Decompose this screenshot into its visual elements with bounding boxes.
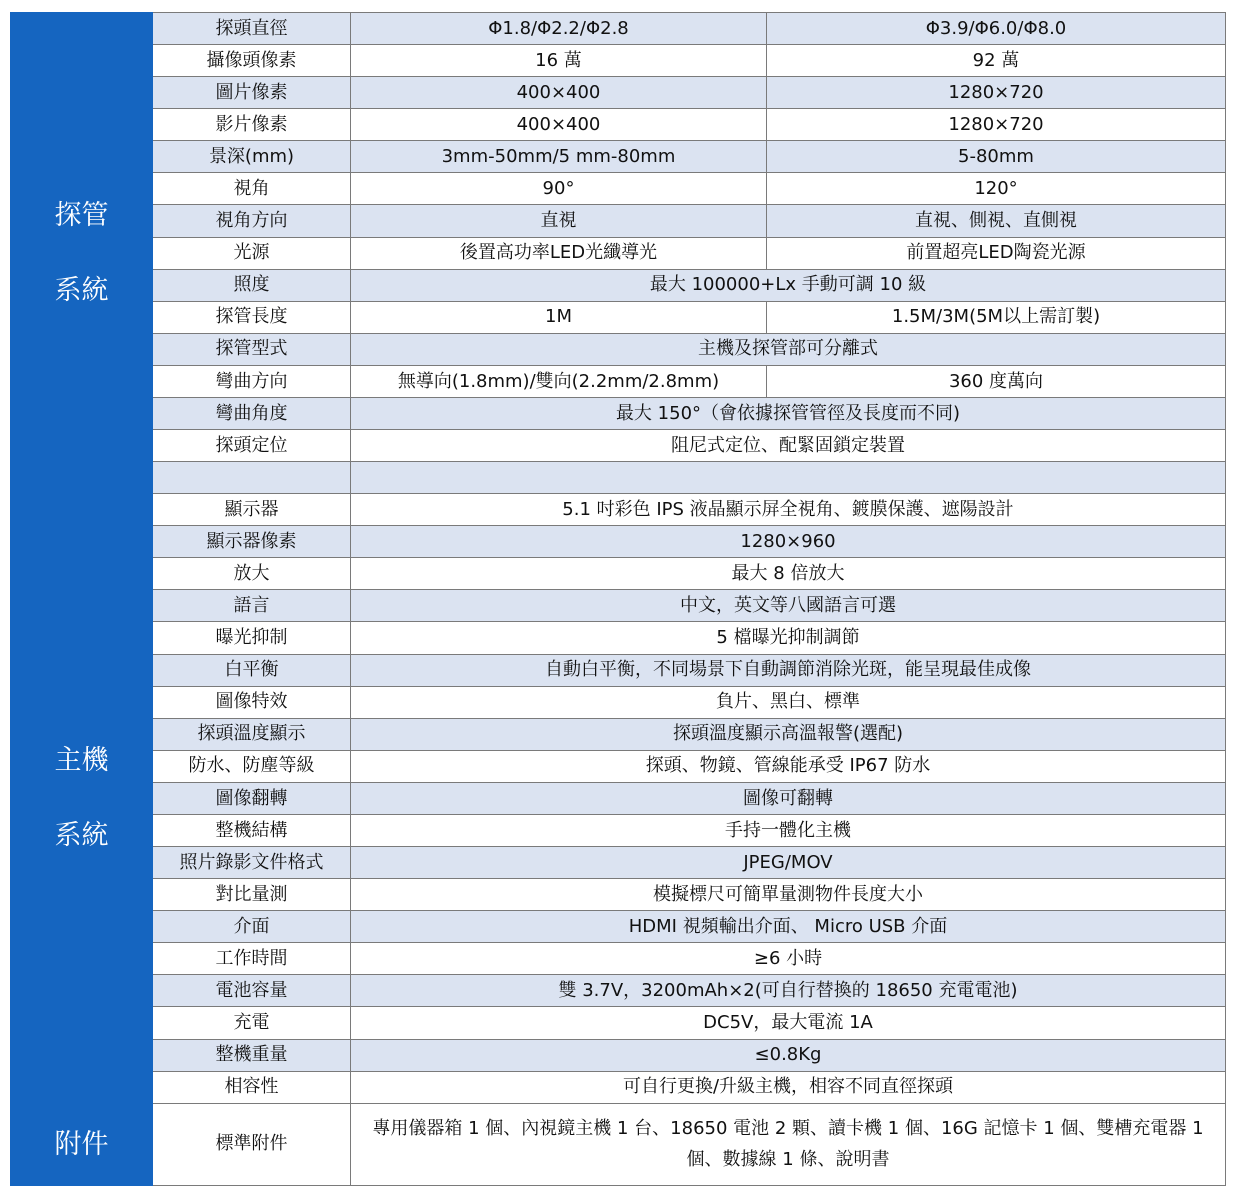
spec-label: 防水、防塵等級 bbox=[153, 750, 351, 782]
spec-label: 照度 bbox=[153, 269, 351, 301]
table-row bbox=[11, 975, 1226, 1007]
spec-value: 自動白平衡，不同場景下自動調節消除光斑，能呈現最佳成像 bbox=[351, 654, 1226, 686]
spec-value: 最大 8 倍放大 bbox=[351, 558, 1226, 590]
spec-value-large-probe: 92 萬 bbox=[767, 45, 1226, 77]
spec-value: 探頭、物鏡、管線能承受 IP67 防水 bbox=[351, 750, 1226, 782]
table-row bbox=[11, 686, 1226, 718]
spec-label: 景深(mm) bbox=[153, 141, 351, 173]
table-row bbox=[11, 237, 1226, 269]
table-row bbox=[11, 654, 1226, 686]
table-row bbox=[11, 718, 1226, 750]
table-row bbox=[11, 77, 1226, 109]
section-header bbox=[11, 1103, 153, 1185]
table-row bbox=[11, 45, 1226, 77]
spec-value-small-probe: 後置高功率LED光纖導光 bbox=[351, 237, 767, 269]
spec-label: 對比量測 bbox=[153, 879, 351, 911]
table-row bbox=[11, 847, 1226, 879]
spec-value-small-probe: Φ1.8/Φ2.2/Φ2.8 bbox=[351, 13, 767, 45]
spec-label: 顯示器 bbox=[153, 494, 351, 526]
spec-value-large-probe: 直視、側視、直側視 bbox=[767, 205, 1226, 237]
spec-value-small-probe: 直視 bbox=[351, 205, 767, 237]
table-row bbox=[11, 782, 1226, 814]
spec-label: 探頭直徑 bbox=[153, 13, 351, 45]
spec-label: 視角方向 bbox=[153, 205, 351, 237]
section-title-line: 系統 bbox=[54, 275, 109, 307]
spec-value: 探頭溫度顯示高溫報警(選配) bbox=[351, 718, 1226, 750]
spec-label: 工作時間 bbox=[153, 943, 351, 975]
section-header bbox=[11, 13, 153, 494]
table-row bbox=[11, 13, 1226, 45]
spec-label: 語言 bbox=[153, 590, 351, 622]
section-header bbox=[11, 494, 153, 1103]
table-row bbox=[11, 1039, 1226, 1071]
spec-label: 放大 bbox=[153, 558, 351, 590]
spec-label: 彎曲方向 bbox=[153, 365, 351, 397]
spec-value: 手持一體化主機 bbox=[351, 814, 1226, 846]
spec-label: 探管型式 bbox=[153, 333, 351, 365]
section-title-line: 探管 bbox=[54, 199, 109, 231]
spec-value: 阻尼式定位、配緊固鎖定裝置 bbox=[351, 430, 1226, 462]
spec-value-large-probe: 前置超亮LED陶瓷光源 bbox=[767, 237, 1226, 269]
spec-value-large-probe: 5-80mm bbox=[767, 141, 1226, 173]
table-row bbox=[11, 494, 1226, 526]
spec-value-small-probe: 400×400 bbox=[351, 109, 767, 141]
spec-label: 探管長度 bbox=[153, 301, 351, 333]
section-title-line: 系統 bbox=[54, 820, 109, 852]
spec-label: 彎曲角度 bbox=[153, 397, 351, 429]
table-row bbox=[11, 879, 1226, 911]
spec-label: 標準附件 bbox=[153, 1103, 351, 1185]
table-row bbox=[11, 622, 1226, 654]
spec-value-large-probe: Φ3.9/Φ6.0/Φ8.0 bbox=[767, 13, 1226, 45]
spec-value: 圖像可翻轉 bbox=[351, 782, 1226, 814]
spec-value-large-probe: 1280×720 bbox=[767, 109, 1226, 141]
spec-label: 圖像特效 bbox=[153, 686, 351, 718]
spec-label: 影片像素 bbox=[153, 109, 351, 141]
spec-value: 5 檔曝光抑制調節 bbox=[351, 622, 1226, 654]
spec-value-small-probe: 無導向(1.8mm)/雙向(2.2mm/2.8mm) bbox=[351, 365, 767, 397]
spec-label: 相容性 bbox=[153, 1071, 351, 1103]
spec-label: 白平衡 bbox=[153, 654, 351, 686]
spec-value: 主機及探管部可分離式 bbox=[351, 333, 1226, 365]
table-row bbox=[11, 109, 1226, 141]
spec-value-small-probe: 16 萬 bbox=[351, 45, 767, 77]
spec-value: JPEG/MOV bbox=[351, 847, 1226, 879]
spec-value: HDMI 視頻輸出介面、 Micro USB 介面 bbox=[351, 911, 1226, 943]
spec-value-small-probe: 400×400 bbox=[351, 77, 767, 109]
table-row bbox=[11, 430, 1226, 462]
spec-label: 探頭溫度顯示 bbox=[153, 718, 351, 750]
table-row bbox=[11, 750, 1226, 782]
spec-value: 最大 100000+Lx 手動可調 10 級 bbox=[351, 269, 1226, 301]
spec-value-small-probe: 3mm-50mm/5 mm-80mm bbox=[351, 141, 767, 173]
spec-label: 顯示器像素 bbox=[153, 526, 351, 558]
table-row bbox=[11, 1007, 1226, 1039]
spec-value: 雙 3.7V，3200mAh×2(可自行替換的 18650 充電電池) bbox=[351, 975, 1226, 1007]
spec-label: 探頭定位 bbox=[153, 430, 351, 462]
table-row bbox=[11, 301, 1226, 333]
spec-label: 視角 bbox=[153, 173, 351, 205]
spec-value: 模擬標尺可簡單量測物件長度大小 bbox=[351, 879, 1226, 911]
table-row bbox=[11, 911, 1226, 943]
spec-label: 光源 bbox=[153, 237, 351, 269]
spec-value-large-probe: 120° bbox=[767, 173, 1226, 205]
spec-value: 專用儀器箱 1 個、內視鏡主機 1 台、18650 電池 2 顆、讀卡機 1 個、16G 記憶卡 1 個、雙槽充電器 1 個、數據線 1 條、說明書 bbox=[351, 1103, 1226, 1185]
spec-label: 照片錄影文件格式 bbox=[153, 847, 351, 879]
spec-label: 介面 bbox=[153, 911, 351, 943]
table-row bbox=[11, 205, 1226, 237]
spec-value: 1280×960 bbox=[351, 526, 1226, 558]
spec-label: 圖像翻轉 bbox=[153, 782, 351, 814]
spec-table bbox=[10, 12, 1226, 1186]
table-row bbox=[11, 333, 1226, 365]
spec-label: 攝像頭像素 bbox=[153, 45, 351, 77]
spec-value-small-probe: 90° bbox=[351, 173, 767, 205]
table-row bbox=[11, 269, 1226, 301]
spec-label: 整機重量 bbox=[153, 1039, 351, 1071]
spec-value: DC5V，最大電流 1A bbox=[351, 1007, 1226, 1039]
spec-value: 最大 150°（會依據探管管徑及長度而不同) bbox=[351, 397, 1226, 429]
section-title-line: 附件 bbox=[54, 1128, 109, 1160]
spec-value: 可自行更換/升級主機，相容不同直徑探頭 bbox=[351, 1071, 1226, 1103]
spec-label: 曝光抑制 bbox=[153, 622, 351, 654]
table-row bbox=[11, 590, 1226, 622]
spec-value-large-probe: 1280×720 bbox=[767, 77, 1226, 109]
spec-value: 中文，英文等八國語言可選 bbox=[351, 590, 1226, 622]
spec-label: 充電 bbox=[153, 1007, 351, 1039]
spec-label: 電池容量 bbox=[153, 975, 351, 1007]
table-row bbox=[11, 943, 1226, 975]
spec-label: 圖片像素 bbox=[153, 77, 351, 109]
table-row bbox=[11, 141, 1226, 173]
spec-value bbox=[351, 462, 1226, 494]
table-row bbox=[11, 365, 1226, 397]
table-row bbox=[11, 173, 1226, 205]
spec-value: ≤0.8Kg bbox=[351, 1039, 1226, 1071]
table-row bbox=[11, 1103, 1226, 1185]
table-row bbox=[11, 814, 1226, 846]
spec-value-large-probe: 360 度萬向 bbox=[767, 365, 1226, 397]
spec-value-large-probe: 1.5M/3M(5M以上需訂製) bbox=[767, 301, 1226, 333]
spec-value: ≥6 小時 bbox=[351, 943, 1226, 975]
section-title-line: 主機 bbox=[54, 745, 109, 777]
spec-value: 5.1 吋彩色 IPS 液晶顯示屏全視角、鍍膜保護、遮陽設計 bbox=[351, 494, 1226, 526]
spec-value: 負片、黑白、標準 bbox=[351, 686, 1226, 718]
table-row bbox=[11, 526, 1226, 558]
table-row bbox=[11, 558, 1226, 590]
spec-label: 整機結構 bbox=[153, 814, 351, 846]
table-row bbox=[11, 462, 1226, 494]
spec-label bbox=[153, 462, 351, 494]
table-row bbox=[11, 397, 1226, 429]
spec-value-small-probe: 1M bbox=[351, 301, 767, 333]
table-row bbox=[11, 1071, 1226, 1103]
